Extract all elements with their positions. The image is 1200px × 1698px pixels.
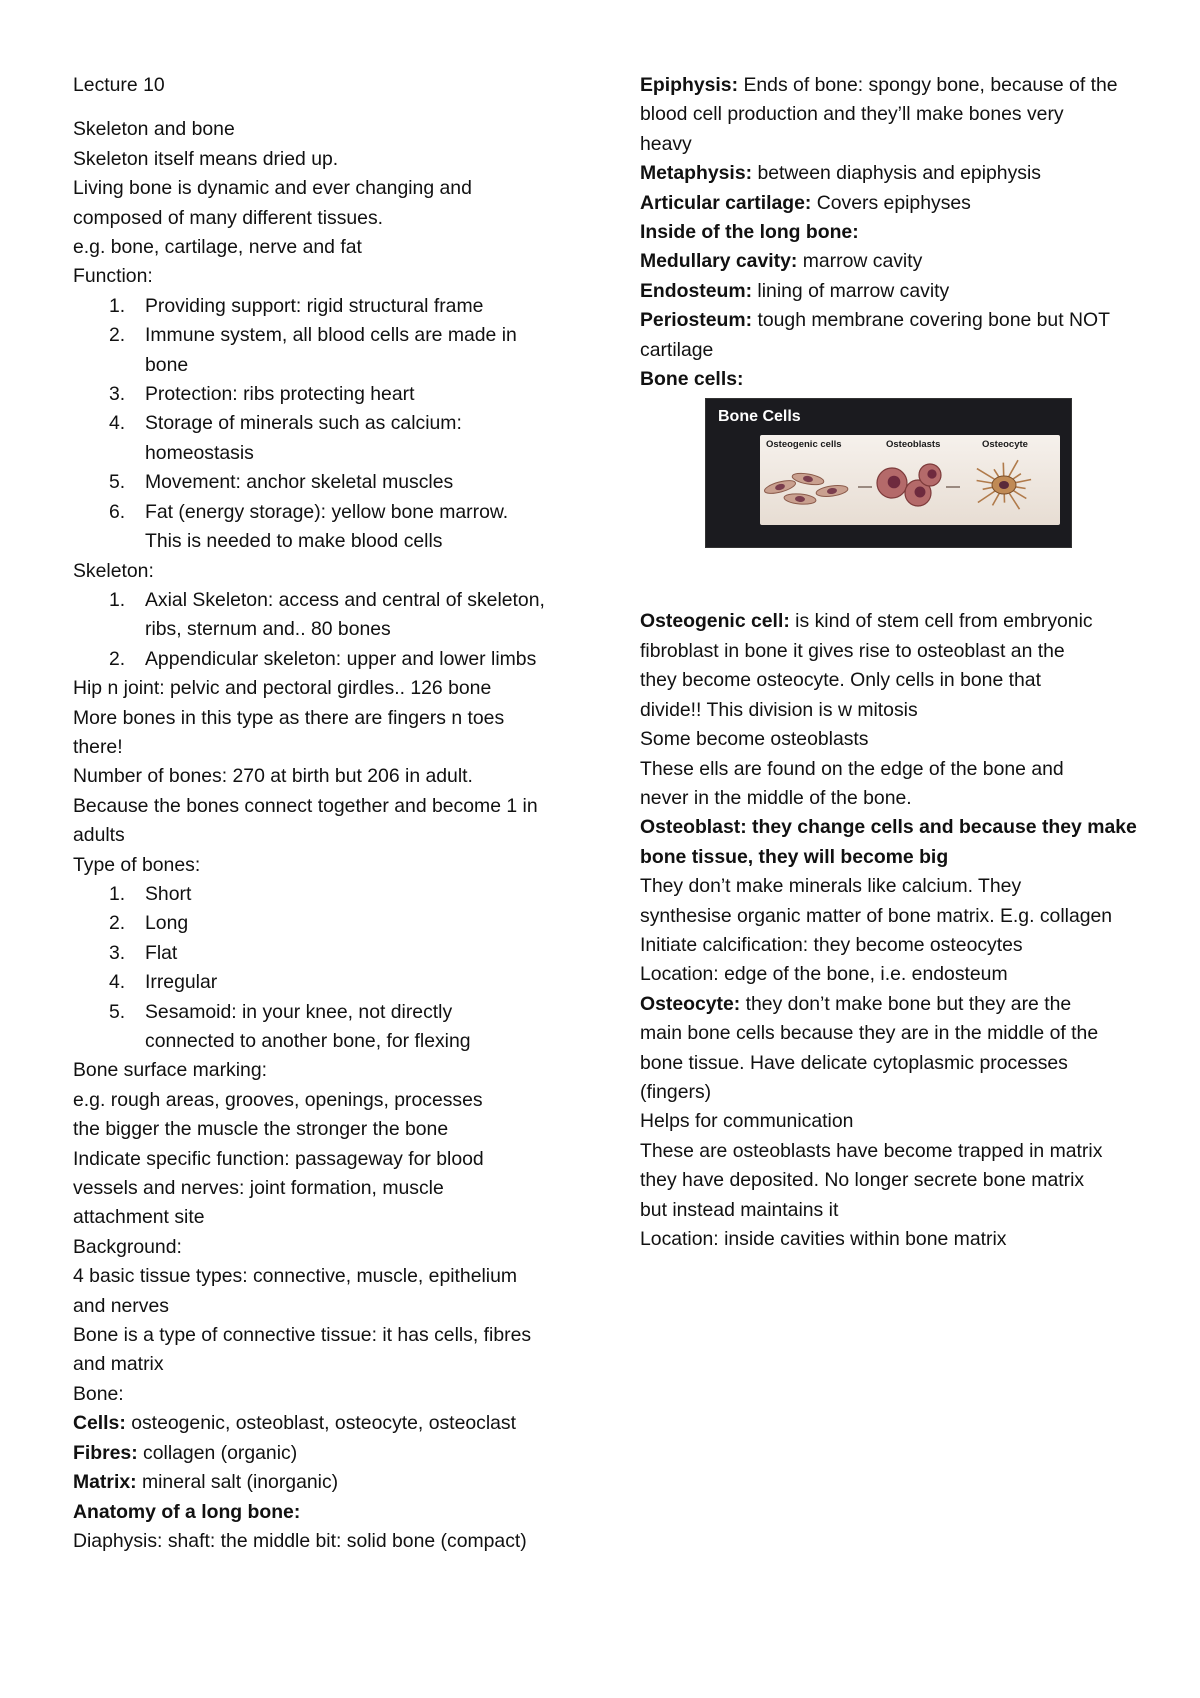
definition-continuation: fibroblast in bone it gives rise to osteoblast an the [640, 639, 1065, 662]
osteogenic-line [640, 607, 1140, 636]
list-item-text: Long [145, 912, 189, 935]
osteoblast-heading: Osteoblast: they change cells and because they make [640, 816, 1137, 839]
osteoblast-nucleus [888, 476, 901, 489]
figure-panel [760, 435, 1060, 525]
definition-text: Covers epiphyses [811, 191, 971, 214]
text-line: Indicate specific function: passageway for blood [73, 1147, 484, 1170]
list-number: 2. [109, 324, 126, 347]
periosteum-line [640, 306, 1140, 335]
epiphysis-line [640, 71, 1140, 100]
text-line: Skeleton and bone [73, 118, 235, 141]
anatomy-heading: Anatomy of a long bone: [73, 1500, 301, 1523]
list-item-text: Movement: anchor skeletal muscles [145, 471, 454, 494]
text-line: and matrix [73, 1353, 164, 1376]
list-item-text: Storage of minerals such as calcium: [145, 412, 462, 435]
figure-caption: Osteogenic cells [766, 439, 842, 451]
list-number: 3. [109, 941, 126, 964]
definition-label: Epiphysis: [640, 74, 739, 96]
osteocyte-nucleus [999, 481, 1009, 489]
spacer [73, 100, 573, 115]
definition-text: marrow cavity [797, 250, 923, 273]
definition-text: is kind of stem cell from embryonic [789, 610, 1093, 633]
list-item-text: ribs, sternum and.. 80 bones [145, 618, 391, 641]
text-line: synthesise organic matter of bone matrix. E.g. collagen [640, 904, 1113, 927]
definition-continuation: they have deposited. No longer secrete bone matrix [640, 1169, 1085, 1192]
text-line: attachment site [73, 1206, 205, 1229]
function-list-item [73, 380, 573, 409]
osteoblast-nucleus [915, 487, 926, 498]
list-number: 2. [109, 912, 126, 935]
text-line: They don’t make minerals like calcium. They [640, 875, 1022, 898]
definition-text: lining of marrow cavity [752, 279, 950, 302]
function-list-item [73, 468, 573, 497]
text-line: Initiate calcification: they become osteocytes [640, 933, 1023, 956]
text-line: e.g. rough areas, grooves, openings, processes [73, 1088, 483, 1111]
text-line: Because the bones connect together and become 1 in [73, 794, 538, 817]
bone-type-list-item [73, 939, 573, 968]
skeleton-heading: Skeleton: [73, 559, 154, 582]
right-column [640, 71, 1140, 1254]
text-line: vessels and nerves: joint formation, muscle [73, 1177, 444, 1200]
list-item-text: Appendicular skeleton: upper and lower limbs [145, 647, 537, 670]
osteoblast-nucleus [927, 470, 936, 479]
bone-type-list-item [73, 968, 573, 997]
bone-cells-heading: Bone cells: [640, 368, 744, 391]
list-item-text: Protection: ribs protecting heart [145, 383, 415, 406]
definition-continuation: blood cell production and they’ll make bones very [640, 103, 1064, 126]
text-line: Skeleton itself means dried up. [73, 147, 339, 170]
definition-label: Periosteum: [640, 309, 753, 332]
text-line: Hip n joint: pelvic and pectoral girdles.. 126 bone [73, 677, 492, 700]
list-number: 2. [109, 647, 126, 670]
list-item-text: Fat (energy storage): yellow bone marrow. [145, 500, 509, 523]
text-line: Number of bones: 270 at birth but 206 in adult. [73, 765, 473, 788]
definition-continuation: divide!! This division is w mitosis [640, 698, 918, 721]
definition-continuation: These ells are found on the edge of the bone and [640, 757, 1064, 780]
list-number: 6. [109, 500, 126, 523]
text-line: 4 basic tissue types: connective, muscle, epithelium [73, 1265, 518, 1288]
list-number: 1. [109, 588, 126, 611]
figure-caption: Osteocyte [982, 439, 1028, 451]
bone-type-list-item [73, 909, 573, 938]
list-number: 3. [109, 383, 126, 406]
osteocyte-line [640, 990, 1140, 1019]
definition-line [640, 159, 1140, 188]
figure-caption: Osteoblasts [886, 439, 941, 451]
definition-continuation: Some become osteoblasts [640, 728, 869, 751]
definition-label: Cells: [73, 1412, 126, 1435]
definition-text: mineral salt (inorganic) [136, 1471, 339, 1494]
definition-continuation: never in the middle of the bone. [640, 786, 912, 809]
definition-label: Medullary cavity: [640, 250, 798, 273]
text-line: Bone is a type of connective tissue: it has cells, fibres [73, 1324, 532, 1347]
text-line: and nerves [73, 1294, 169, 1317]
lecture-title: Lecture 10 [73, 74, 165, 96]
list-number: 5. [109, 1000, 126, 1023]
text-line: Background: [73, 1235, 182, 1258]
text-line: there! [73, 735, 123, 758]
text-line: Function: [73, 265, 153, 288]
text-line: Bone: [73, 1382, 124, 1405]
function-list-item [73, 292, 573, 321]
list-item-text: Providing support: rigid structural frame [145, 294, 484, 317]
definition-continuation: Helps for communication [640, 1110, 854, 1133]
definition-label: Endosteum: [640, 279, 753, 302]
definition-continuation: cartilage [640, 338, 714, 361]
bone-type-list-item [73, 998, 573, 1057]
list-number: 4. [109, 412, 126, 435]
text-line: Bone surface marking: [73, 1059, 268, 1082]
definition-label: Osteogenic cell: [640, 610, 790, 633]
skeleton-list-item [73, 645, 573, 674]
list-item-text: bone [145, 353, 189, 376]
definition-line [640, 247, 1140, 276]
list-item-text: Axial Skeleton: access and central of skeleton, [145, 588, 545, 611]
definition-label: Fibres: [73, 1441, 138, 1464]
list-item-text: Sesamoid: in your knee, not directly [145, 1000, 453, 1023]
function-list-item [73, 321, 573, 380]
definition-text: Ends of bone: spongy bone, because of the [738, 74, 1118, 96]
definition-continuation: (fingers) [640, 1080, 712, 1103]
definition-text: collagen (organic) [137, 1441, 298, 1464]
text-line: More bones in this type as there are fingers n toes [73, 706, 505, 729]
definition-line [640, 189, 1140, 218]
definition-continuation: main bone cells because they are in the middle of the [640, 1022, 1099, 1045]
definition-text: tough membrane covering bone but NOT [752, 309, 1110, 332]
function-list-item [73, 498, 573, 557]
definition-line [73, 1439, 573, 1468]
definition-text: osteogenic, osteoblast, osteocyte, osteoclast [125, 1412, 517, 1435]
function-list-item [73, 409, 573, 468]
definition-continuation: they become osteocyte. Only cells in bone that [640, 669, 1041, 692]
definition-label: Metaphysis: [640, 162, 753, 185]
list-item-text: Immune system, all blood cells are made in [145, 324, 517, 347]
definition-label: Matrix: [73, 1471, 137, 1494]
text-line: Location: edge of the bone, i.e. endosteum [640, 963, 1008, 986]
definition-continuation: These are osteoblasts have become trapped in matrix [640, 1139, 1103, 1162]
definition-label: Articular cartilage: [640, 191, 812, 214]
diaphysis-line: Diaphysis: shaft: the middle bit: solid bone (compact) [73, 1529, 527, 1552]
list-number: 5. [109, 471, 126, 494]
figure-wrapper [640, 394, 1140, 607]
definition-continuation: heavy [640, 132, 692, 155]
list-number: 1. [109, 882, 126, 905]
bone-cells-figure [705, 398, 1072, 548]
text-line: adults [73, 824, 125, 847]
definition-text: between diaphysis and epiphysis [752, 162, 1041, 185]
list-number: 1. [109, 294, 126, 317]
text-line: Living bone is dynamic and ever changing and [73, 177, 472, 200]
definition-line [73, 1468, 573, 1497]
definition-label: Osteocyte: [640, 992, 741, 1015]
list-item-text: This is needed to make blood cells [145, 530, 443, 553]
list-item-text: Short [145, 882, 192, 905]
text-line: e.g. bone, cartilage, nerve and fat [73, 236, 362, 259]
definition-continuation: bone tissue. Have delicate cytoplasmic processes [640, 1051, 1068, 1074]
definition-continuation: Location: inside cavities within bone matrix [640, 1228, 1007, 1250]
definition-line [73, 1409, 573, 1438]
text-line: composed of many different tissues. [73, 206, 384, 229]
skeleton-list-item [73, 586, 573, 645]
list-item-text: homeostasis [145, 441, 254, 464]
bone-type-list-item [73, 880, 573, 909]
figure-title: Bone Cells [718, 408, 801, 426]
list-item-text: connected to another bone, for flexing [145, 1030, 471, 1052]
list-item-text: Flat [145, 941, 178, 964]
left-column [73, 71, 573, 1556]
text-line: the bigger the muscle the stronger the bone [73, 1118, 449, 1141]
definition-line [640, 277, 1140, 306]
list-item-text: Irregular [145, 971, 218, 994]
inside-heading: Inside of the long bone: [640, 221, 859, 244]
text-line: Type of bones: [73, 853, 201, 876]
list-number: 4. [109, 971, 126, 994]
definition-text: they don’t make bone but they are the [740, 992, 1072, 1015]
definition-continuation: but instead maintains it [640, 1198, 839, 1221]
osteoblast-heading: bone tissue, they will become big [640, 845, 949, 868]
